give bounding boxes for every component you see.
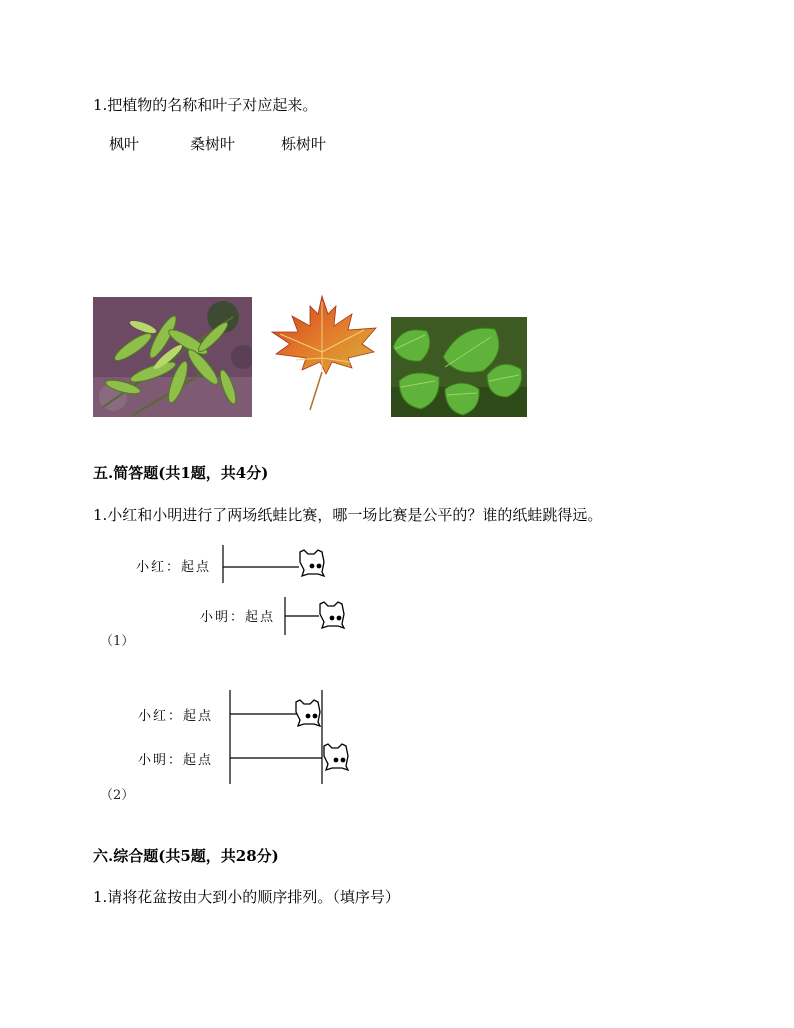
section-heading-short-answer: 五.简答题(共1题，共4分): [93, 464, 269, 482]
diagram1-xiaohong-frog-icon: [298, 548, 326, 578]
leaf-photo-maple: [264, 292, 382, 412]
leaf-name-oak: 栎树叶: [281, 135, 327, 153]
leaf-photo-mulberry: [391, 317, 527, 417]
diagram2-xiaohong-label: 小红：起点: [138, 709, 214, 724]
question-match-leaves: 1.把植物的名称和叶子对应起来。: [93, 96, 318, 114]
question-paper-frog-race: 1.小红和小明进行了两场纸蛙比赛，哪一场比赛是公平的？谁的纸蛙跳得远。: [93, 506, 603, 524]
diagram1-xiaoming-label: 小明：起点: [200, 610, 276, 625]
question-flowerpot-order: 1.请将花盆按由大到小的顺序排列。（填序号）: [93, 888, 400, 906]
diagram2-xiaoming-frog-icon: [322, 742, 350, 772]
diagram1-xiaohong-label: 小红：起点: [136, 560, 212, 575]
leaf-name-mulberry: 桑树叶: [190, 135, 236, 153]
diagram1-xiaoming-frog-icon: [318, 600, 346, 630]
leaf-name-maple: 枫叶: [109, 135, 140, 153]
diagram2-xiaohong-frog-icon: [294, 698, 322, 728]
section-heading-comprehensive: 六.综合题(共5题，共28分): [93, 847, 279, 865]
diagram2-caption: （2）: [100, 788, 135, 803]
diagram2-xiaoming-label: 小明：起点: [138, 753, 214, 768]
diagram1-caption: （1）: [100, 634, 135, 649]
leaf-photo-narrow: [93, 297, 252, 417]
